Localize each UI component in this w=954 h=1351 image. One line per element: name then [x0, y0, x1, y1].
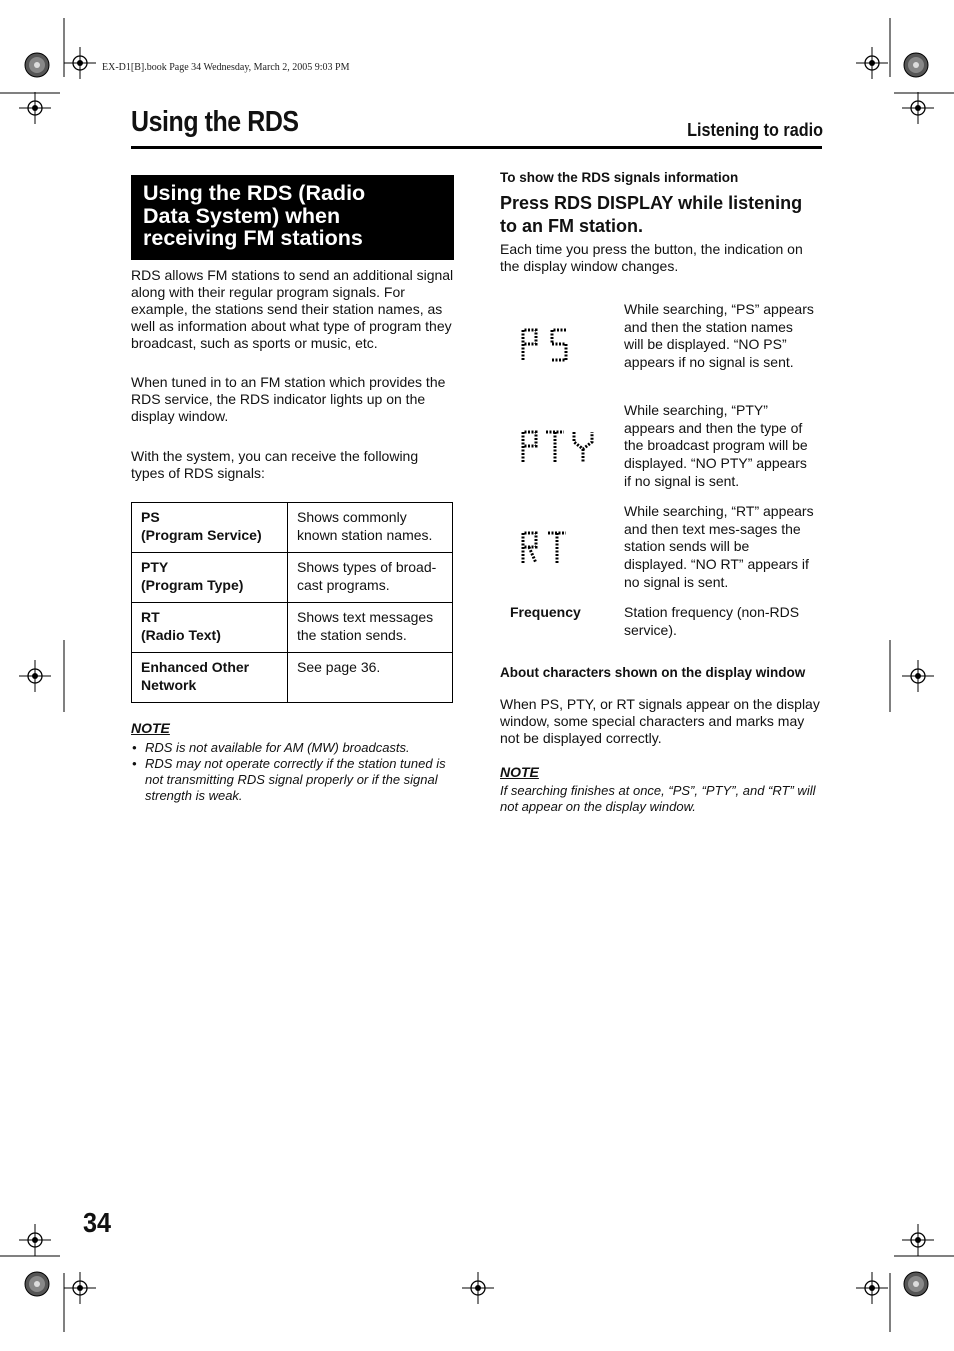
note-heading: NOTE — [131, 720, 170, 736]
types-paragraph: With the system, you can receive the following types of RDS signals: — [131, 448, 419, 481]
step-description: Each time you press the button, the indication on the display window changes. — [500, 241, 803, 274]
step-instruction: Press RDS DISPLAY while listening to an FM station. — [500, 193, 803, 236]
rds-signal-table — [131, 502, 453, 703]
about-characters-text: When PS, PTY, or RT signals appear on the display window, some special characters and marks may not be displayed correctly. — [500, 696, 820, 746]
page-number: 34 — [83, 1207, 112, 1238]
print-info: EX-D1[B].book Page 34 Wednesday, March 2, 2005 9:03 PM — [102, 62, 350, 73]
banner-line: Data System) when — [143, 203, 341, 228]
table-key: PS (Program Service) — [132, 503, 288, 553]
note-text: If searching finishes at once, “PS”, “PTY”, and “RT” will not appear on the display window. — [500, 783, 816, 814]
rt-description: While searching, “RT” appears and then text mes-sages the station sends will be displayed. “NO RT” appears if no signal is sent. — [624, 503, 814, 590]
table-row — [132, 653, 453, 703]
table-key: Enhanced Other Network — [132, 653, 288, 703]
table-row — [132, 603, 453, 653]
ps-display-glyph — [520, 327, 572, 363]
pty-display-glyph — [520, 429, 596, 465]
pty-description: While searching, “PTY” appears and then the type of the broadcast program will be displayed. “NO PTY” appears if no signal is sent. — [624, 402, 808, 489]
table-row — [132, 503, 453, 553]
note-item: • RDS may not operate correctly if the station tuned is not transmitting RDS signal properly or if the signal strength is weak. — [131, 756, 454, 804]
table-key: PTY (Program Type) — [132, 553, 288, 603]
note-heading: NOTE — [500, 764, 539, 780]
section-banner — [131, 175, 454, 260]
intro-paragraph: RDS allows FM stations to send an additional signal along with their regular program signals. For example, the stations send their station names, as well as information about what type of program they broadcast, such as sports or music, etc. — [131, 267, 454, 351]
table-key: RT (Radio Text) — [132, 603, 288, 653]
table-value: Shows commonly known station names. — [288, 503, 453, 553]
table-row — [132, 553, 453, 603]
page-title: Using the RDS — [131, 106, 299, 138]
note-list — [131, 740, 454, 804]
ps-description: While searching, “PS” appears and then the station names will be displayed. “NO PS” appears if no signal is sent. — [624, 301, 814, 371]
note-item: • RDS is not available for AM (MW) broadcasts. — [131, 740, 454, 756]
banner-line: receiving FM stations — [143, 226, 363, 250]
indicator-paragraph: When tuned in to an FM station which provides the RDS service, the RDS indicator lights up on the display window. — [131, 374, 446, 424]
frequency-label: Frequency — [510, 604, 581, 620]
table-value: See page 36. — [288, 653, 453, 703]
rds-info-subheading: To show the RDS signals information — [500, 170, 739, 185]
section-label: Listening to radio — [687, 120, 823, 140]
table-value: Shows types of broad-cast programs. — [288, 553, 453, 603]
about-characters-heading: About characters shown on the display window — [500, 665, 806, 680]
banner-line: Using the RDS (Radio — [143, 181, 366, 205]
table-value: Shows text messages the station sends. — [288, 603, 453, 653]
title-rule — [131, 146, 822, 149]
rt-display-glyph — [520, 530, 572, 566]
frequency-description: Station frequency (non-RDS service). — [624, 604, 800, 638]
